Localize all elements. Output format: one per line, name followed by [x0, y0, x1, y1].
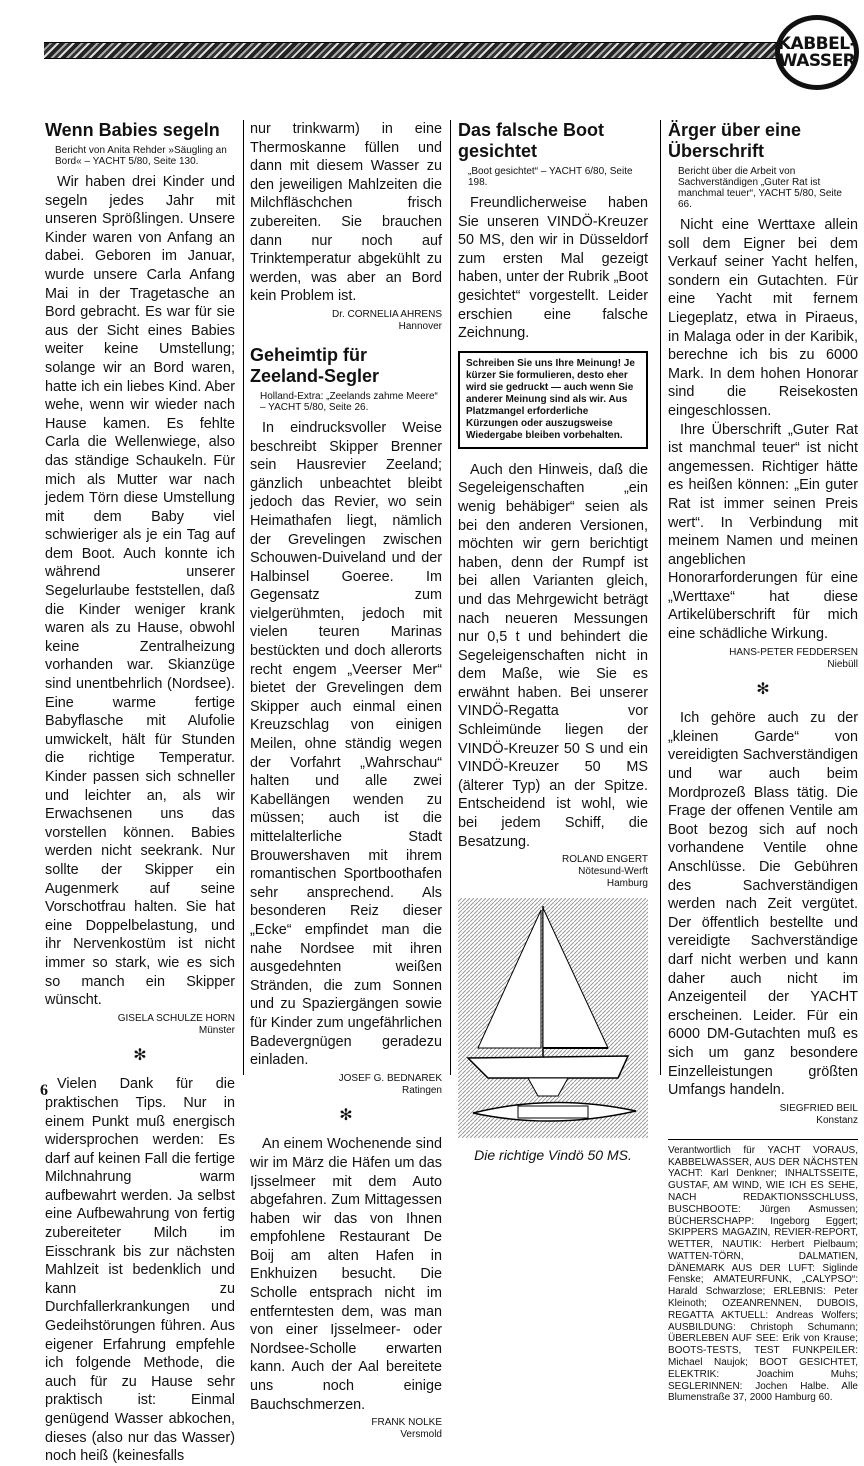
- letter-text: Auch den Hinweis, daß die Segeleigenschaften „ein wenig behäbiger“ seien als bei den anderen Versionen, möchten wir gern berichtigt haben, denn der Rumpf ist bei allen Varianten gleich, und das Mehrgewicht beträgt nach neueren Messungen nur 0,5 t und behindert die Segeleigenschaften nicht in dem Maße, wie Sie es erwähnt haben. Bei unserer VINDÖ-Regatta vor Schleimünde liegen der VINDÖ-Kreuzer 50 S und ein VINDÖ-Kreuzer 50 MS (älterer Typ) an der Spitze. Entscheidend ist wohl, wie bei jedem Schiff, die Besatzung.: [458, 461, 648, 850]
- column-2: [250, 120, 442, 1441]
- logo-line1: KABBEL-: [777, 33, 857, 54]
- letter-text: Freundlicherweise haben Sie unseren VINDÖ-Kreuzer 50 MS, den wir in Düsseldorf zum ersten Mal gezeigt haben, unter der Rubrik „Boot gesichtet“ vorgestellt. Leider erschien eine falsche Zeichnung.: [458, 195, 648, 342]
- column-divider: [450, 120, 451, 1075]
- editorial-notice-box: Schreiben Sie uns Ihre Meinung! Je kürzer Sie formulieren, desto eher wird sie gedruckt — auch wenn Sie anderer Meinung sind als wir. Aus Platzmangel erforderliche Kürzungen oder auszugsweise Wiedergabe bleiben vorbehalten.: [458, 351, 648, 449]
- letter-text-continued: nur trinkwarm) in eine Thermoskanne füllen und dann mit diesem Wasser zu den jeweiligen Mahlzeiten die Milchfläschchen frisch zubereiten. Sie brauchen dann nur noch auf Trinktemperatur abgekühlt zu werden, was aber an Bord kein Problem ist.: [250, 121, 442, 305]
- letter-text: Wir haben drei Kinder und segeln jedes Jahr mit unseren Sprößlingen. Unsere Kinder waren von Anfang an dabei. Geboren im Januar, wurde unsere Carla Anfang Mai in der Tragetasche an Bord gebracht. Es war für sie aus der Sicht eines Babies weiter keine Umstellung; solange wir an Bord waren, hatte ich ein liebes Kind. Aber wehe, wenn wir wieder nach Hause kamen. Es fehlte Carla die Wellenwiege, also das ständige Schaukeln. Für mich als Mutter war nach jedem Törn diese Umstellung mit dem Baby viel schwieriger als je ein Tag auf dem Boot. Auch konnte ich während unserer Segelurlaube feststellen, daß die Kinder weniger krank waren als zu Hause, obwohl keine Zentralheizung vorhanden war. Skianzüge sind unentbehrlich (Nordsee). Eine warme fertige Babyflasche mit Alufolie umwickelt, hält für Stunden die richtige Temperatur. Kinder passen sich schneller und leichter an, als wir Erwachsenen uns das vorstellen können. Babies werden nicht seekrank. Nur sollte der Skipper ein Augenmerk auf seine Vorschotfrau halten. Sie hat eine Doppelbelastung, und ihr Nervenkostüm ist nicht immer so stark, wie es sich so manch ein Skipper wünscht.: [45, 174, 235, 1009]
- separator-star-icon: ✻: [339, 1106, 353, 1124]
- letter-text: Ihre Überschrift „Guter Rat ist manchmal teuer“ ist nicht angemessen. Richtiger hätte es heißen können: „Ein guter Rat ist immer seinen Preis wert“. In Verbindung mit meinem Namen und meinen angeblichen Honorarforderungen für eine „Werttaxe“ hat diese Artikelüberschrift für mich eine schädliche Wirkung.: [668, 421, 858, 643]
- sailboat-drawing: [458, 898, 648, 1144]
- column-1: [45, 120, 235, 1466]
- letter-text: An einem Wochenende sind wir im März die Häfen um das Ijsselmeer mit dem Auto abgefahren. Zum Mittagessen haben wir das von Ihnen empfohlene Restaurant De Boij am alten Hafen in Enkhuizen besucht. Die Scholle entsprach nicht im entferntesten dem, was man von einer Ijsselmeer- oder Nordsee-Scholle erwarten kann. Auch der Aal bereitete uns noch einige Bauchschmerzen.: [250, 1136, 442, 1413]
- logo-line2: WASSER: [778, 50, 856, 71]
- letter-text: Ich gehöre auch zu der „kleinen Garde“ von vereidigten Sachverständigen und war auch beim Mordprozeß Blass tätig. Die Frage der offenen Ventile am Boot bezog sich auf noch vorhandene Ventile ohne Anschlüsse. Die Gebühren des Sachverständigen werden nach Zeit vergütet. Der öffentlich bestellte und vereidigte Sachverständige darf nicht werben und kann daher auch nicht im Anzeigenteil der YACHT erscheinen. Leider. Für ein 6000 DM-Gutachten muß es sich um ganz besondere Einzelleistungen größten Umfangs handeln.: [668, 710, 858, 1099]
- sailboat-illustration-icon: [458, 898, 648, 1138]
- article-title: Ärger über eine Überschrift: [668, 120, 802, 161]
- separator-star-icon: ✻: [756, 680, 770, 698]
- letter-signature: FRANK NOLKE Versmold: [371, 1417, 442, 1441]
- page-number: 6: [40, 1082, 48, 1099]
- letter-text: In eindrucksvoller Weise beschreibt Skipper Brenner sein Hausrevier Zeeland; gänzlich unbeachtet bleibt jedoch das Revier, wo sein Heimathafen liegt, nämlich der Grevelingen zwischen Schouwen-Duiveland und der Halbinsel Goeree. Im Gegensatz zum vielgerühmten, jedoch mit vielen teuren Marinas bestückten und doch allerorts recht engem „Veerser Mer“ bietet der Grevelingen dem Skipper auch einmal einen Kreuzschlag von einigen Meilen, ohne ständig wegen der Vorfahrt „Wahrschau“ halten und alle zwei Kabellängen wenden zu müssen; auch ist die mittelalterliche Stadt Brouwershaven mit ihrem romantischen Sportboothafen sehr ansprechend. Als besonderen Reiz dieser „Ecke“ empfindet man die nahe Nordsee mit ihren ausgedehnten weißen Stränden, die zum Sonnen und zu Spaziergängen sowie für Kinder zum ungefährlichen Badevergnügen geradezu einladen.: [250, 419, 442, 1069]
- column-divider: [243, 120, 244, 1075]
- rope-header-band: [44, 42, 804, 59]
- editorial-impressum: Verantwortlich für YACHT VORAUS, KABBELWASSER, AUS DER NÄCHSTEN YACHT: Karl Denkner; INHALTSSEITE, GUSTAF, AM WIND, WIE ICH ES SEHE, NACH REDAKTIONSSCHLUSS, BUSCHBOOTE: Jürgen Asmussen; BÜCHERSCHAPP: Ingeborg Eggert; SKIPPERS MAGAZIN, REVIER-REPORT, WETTER, NAUTIK: Herbert Pielbaum; WATTEN-TÖRN, DALMATIEN, DÄNEMARK AUS DER LUFT: Siglinde Fenske; AMATEURFUNK, „CALYPSO“: Harald Schwarzlose; ERLEBNIS: Peter Kleinoth; OZEANRENNEN, DUBOIS, REGATTA AKTUELL: Andreas Wolfers; AUSBILDUNG: Christoph Schumann; ÜBERLEBEN AUF SEE: Erik von Krause; BOOTS-TESTS, TEST FUNKPEILER: Michael Naujok; BOOT GESICHTET, ELEKTRIK: Joachim Muhs; SEGLERINNEN: Jochen Halbe. Alle Blumenstraße 37, 2000 Hamburg 60.: [668, 1139, 858, 1405]
- letter-text: Vielen Dank für die praktischen Tips. Nur in einem Punkt muß energisch widersprochen werden: Es darf auf keinen Fall die fertige Milchnahrung warm aufbewahrt werden. Ja selbst eine Aufbewahrung von fertig zubereiteter Milch im Eisschrank bis zur nächsten Mahlzeit ist bedenklich und kann zu Durchfallerkrankungen und Gedeihstörungen führen. Aus eigener Erfahrung empfehle ich folgende Methode, die auch für zu Hause sehr praktisch ist: Einmal genügend Wasser abkochen, dieses (also nur das Wasser) noch heiß (keinesfalls: [45, 1076, 235, 1465]
- letter-signature: ROLAND ENGERT Nötesund-Werft Hamburg: [562, 854, 648, 890]
- letter-signature: JOSEF G. BEDNAREK Ratingen: [338, 1072, 442, 1096]
- column-divider: [660, 120, 661, 1075]
- article-source: Bericht von Anita Rehder »Säugling an Bord« – YACHT 5/80, Seite 130.: [55, 145, 227, 167]
- column-3: [458, 120, 648, 1164]
- letter-text: Nicht eine Werttaxe allein soll dem Eigner bei dem Verkauf seiner Yacht helfen, sondern ein Gutachten. Für eine Yacht mit fernem Liegeplatz, etwa in Piraeus, in Malaga oder in der Karibik, berechne ich bis zu 6000 Mark. In dem hohen Honorar sind die Reisekosten eingeschlossen.: [668, 217, 858, 419]
- separator-star-icon: ✻: [133, 1046, 147, 1064]
- kabbelwasser-logo: [775, 15, 859, 90]
- image-caption: Die richtige Vindö 50 MS.: [474, 1146, 632, 1163]
- article-source: Holland-Extra: „Zeelands zahme Meere“ – YACHT 5/80, Seite 26.: [260, 390, 438, 413]
- article-title: Geheimtip für Zeeland-Segler: [250, 344, 380, 386]
- article-source: „Boot gesichtet“ – YACHT 6/80, Seite 198.: [468, 166, 633, 188]
- article-source: Bericht über die Arbeit von Sachverständigen „Guter Rat ist manchmal teuer“, YACHT 5/80, Seite 66.: [678, 166, 842, 210]
- article-title: Das falsche Boot gesichtet: [458, 120, 605, 161]
- article-title: Wenn Babies segeln: [45, 120, 220, 140]
- letter-signature: HANS-PETER FEDDERSEN Niebüll: [729, 646, 858, 670]
- column-4: [668, 120, 858, 1404]
- letter-signature: SIEGFRIED BEIL Konstanz: [779, 1102, 858, 1126]
- letter-signature: GISELA SCHULZE HORN Münster: [117, 1012, 235, 1036]
- letter-signature: Dr. CORNELIA AHRENS Hannover: [331, 308, 442, 332]
